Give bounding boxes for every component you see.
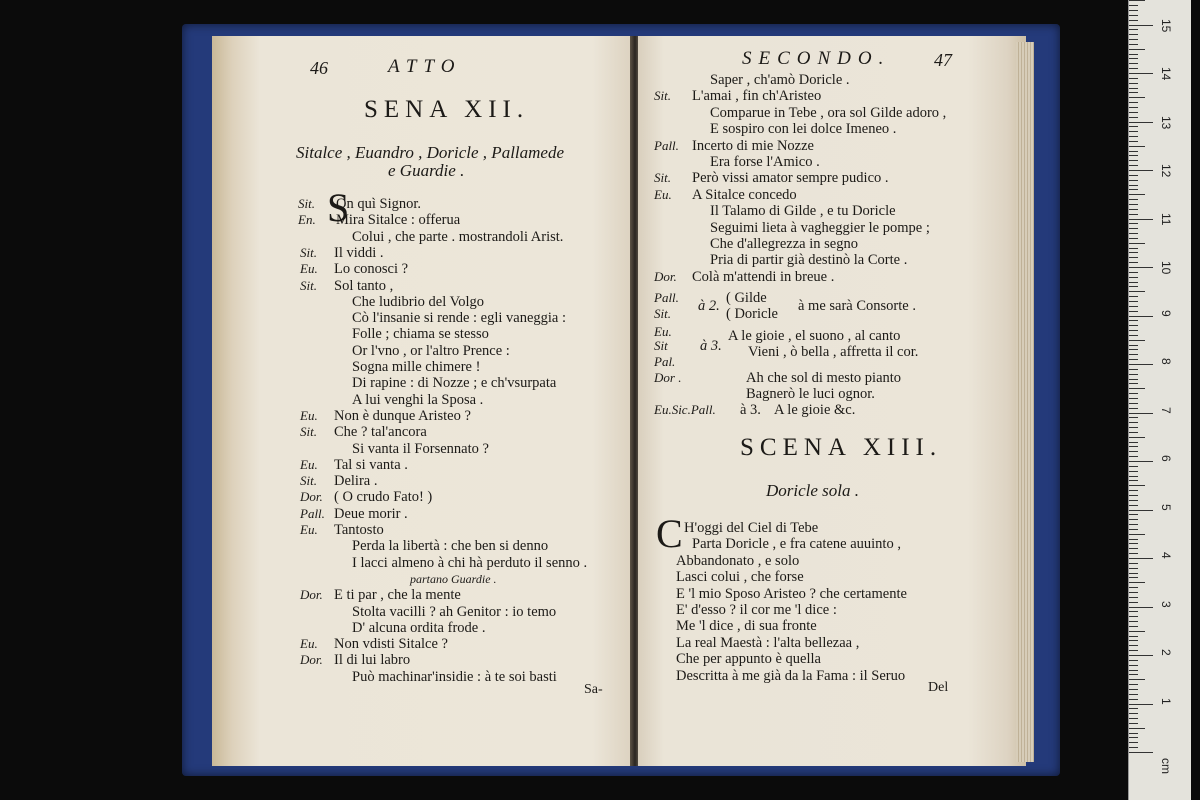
verse-text: Stolta vacilli ? ah Genitor : io temo xyxy=(352,603,557,620)
ruler-tick xyxy=(1129,320,1138,321)
verse-text: Che d'allegrezza in segno xyxy=(710,236,858,252)
speaker-label: Sit. xyxy=(300,244,317,260)
ruler-tick xyxy=(1129,126,1138,127)
ruler-tick xyxy=(1129,25,1153,26)
ruler-tick xyxy=(1129,490,1138,491)
ruler-tick xyxy=(1129,243,1145,244)
ruler-tick xyxy=(1129,737,1138,738)
speaker-label: Eu. xyxy=(654,186,672,202)
ruler-tick xyxy=(1129,286,1138,287)
ruler-tick xyxy=(1129,592,1138,593)
ruler-tick xyxy=(1129,573,1138,574)
ruler-tick xyxy=(1129,442,1138,443)
ruler-tick xyxy=(1129,0,1145,1)
ruler-tick xyxy=(1129,330,1138,331)
ruler-tick xyxy=(1129,29,1138,30)
verse-text: D' alcuna ordita frode . xyxy=(352,619,486,636)
speaker-label: Sit. xyxy=(298,196,315,211)
ruler-tick xyxy=(1129,611,1138,612)
ruler-tick xyxy=(1129,257,1138,258)
speaker-label: Sit. xyxy=(300,277,317,293)
ruler-tick xyxy=(1129,291,1145,292)
ruler-tick xyxy=(1129,88,1138,89)
verse-text: Folle ; chiama se stesso xyxy=(352,326,489,343)
trio-mark: à 3. xyxy=(700,338,722,354)
ruler-number: 15 xyxy=(1159,18,1173,32)
dropcap-right: C xyxy=(656,511,683,556)
ruler-number: 7 xyxy=(1159,406,1173,414)
ruler-tick xyxy=(1129,674,1138,675)
ruler-tick xyxy=(1129,335,1138,336)
monologue-line: La real Maestà : l'alta bellezaa , xyxy=(676,634,860,651)
ruler-tick xyxy=(1129,49,1145,50)
ruler-tick xyxy=(1129,553,1138,554)
ruler-tick xyxy=(1129,563,1138,564)
ruler-tick xyxy=(1129,621,1138,622)
ruler-tick xyxy=(1129,311,1138,312)
ruler-tick xyxy=(1129,699,1138,700)
ruler-tick xyxy=(1129,417,1138,418)
ruler-tick xyxy=(1129,543,1138,544)
monologue-line: E 'l mio Sposo Aristeo ? che certamente xyxy=(676,585,907,602)
ruler-tick xyxy=(1129,480,1138,481)
ruler-number: 6 xyxy=(1159,455,1173,462)
ruler-tick xyxy=(1129,160,1138,161)
ruler-tick xyxy=(1129,422,1138,423)
verse-text: Delira . xyxy=(334,473,378,490)
ruler-tick xyxy=(1129,63,1138,64)
ruler-number: 8 xyxy=(1159,358,1173,365)
ruler-tick xyxy=(1129,107,1138,108)
ruler-tick xyxy=(1129,39,1138,40)
ruler-tick xyxy=(1129,369,1138,370)
verse-text: Può machinar'insidie : à te soi basti xyxy=(352,668,557,685)
ruler-number: 9 xyxy=(1159,309,1173,317)
ruler-tick xyxy=(1129,704,1153,705)
ruler-tick xyxy=(1129,73,1153,74)
ruler-tick xyxy=(1129,146,1145,147)
ruler-tick xyxy=(1129,437,1145,438)
ruler-tick xyxy=(1129,199,1138,200)
ruler-tick xyxy=(1129,252,1138,253)
ruler-tick xyxy=(1129,577,1138,578)
dor-speaker: Dor . xyxy=(654,370,682,385)
ruler-tick xyxy=(1129,616,1138,617)
verse-text: E ti par , che la mente xyxy=(334,587,461,604)
ruler-tick xyxy=(1129,708,1138,709)
speaker-label: Dor. xyxy=(654,268,677,284)
verse-text: Lo conosci ? xyxy=(334,261,409,278)
ruler-number: 1 xyxy=(1159,697,1173,705)
ruler-tick xyxy=(1129,650,1138,651)
ruler-tick xyxy=(1129,44,1138,45)
ruler-tick xyxy=(1129,267,1153,268)
ruler-tick xyxy=(1129,548,1138,549)
ruler-tick xyxy=(1129,383,1138,384)
ruler-tick xyxy=(1129,151,1138,152)
ruler-tick xyxy=(1129,214,1138,215)
ruler-tick xyxy=(1129,587,1138,588)
ruler-tick xyxy=(1129,204,1138,205)
monologue-line: Abbandonato , e solo xyxy=(676,552,800,569)
ruler-number: 14 xyxy=(1159,67,1173,81)
speaker-label: Dor. xyxy=(300,587,323,603)
speaker-label: Sit. xyxy=(300,473,317,489)
ruler-tick xyxy=(1129,209,1138,210)
dropcap-left: S xyxy=(327,185,350,230)
ruler-tick xyxy=(1129,359,1138,360)
ruler-tick xyxy=(1129,393,1138,394)
verse-text: A lui venghi la Sposa . xyxy=(352,391,484,408)
verse-text: Non vdisti Sitalce ? xyxy=(334,636,448,653)
verse-text: On quì Signor. xyxy=(336,196,421,212)
ruler-tick xyxy=(1129,456,1138,457)
speaker-label: Pall. xyxy=(300,505,325,521)
ruler-tick xyxy=(1129,733,1138,734)
verse-text: Tantosto xyxy=(334,522,384,538)
ruler-number: 10 xyxy=(1159,261,1173,275)
ruler-tick xyxy=(1129,277,1138,278)
ruler-tick xyxy=(1129,296,1138,297)
ruler-tick xyxy=(1129,427,1138,428)
duet-speaker-1: Pall. xyxy=(654,290,679,305)
ruler-tick xyxy=(1129,728,1145,729)
ruler-tick xyxy=(1129,170,1153,171)
verse-text: Tal si vanta . xyxy=(334,456,408,473)
verse-text: E sospiro con lei dolce Imeneo . xyxy=(710,121,897,138)
characters-line-2: e Guardie . xyxy=(388,161,465,180)
ruler-tick xyxy=(1129,364,1153,365)
ruler-tick xyxy=(1129,597,1138,598)
ruler-tick xyxy=(1129,185,1138,186)
monologue-line: E' d'esso ? il cor me 'l dice : xyxy=(676,602,837,618)
scene-title-right: SCENA XIII. xyxy=(740,434,943,461)
monologue-line: Parta Doricle , e fra catene auuinto , xyxy=(692,536,901,553)
verse-text: Non è dunque Aristeo ? xyxy=(334,407,471,424)
ruler-tick xyxy=(1129,495,1138,496)
duet-name-2: ( Doricle xyxy=(726,306,778,322)
ruler-tick xyxy=(1129,194,1145,195)
verse-text: Colui , che parte . mostrandoli Arist. xyxy=(352,228,564,245)
ruler-tick xyxy=(1129,432,1138,433)
final-mark: à 3. xyxy=(740,402,761,418)
running-head-right: SECONDO. xyxy=(742,48,891,69)
ruler-tick xyxy=(1129,58,1138,59)
ruler-tick xyxy=(1129,141,1138,142)
final-speaker: Eu.Sic.Pall. xyxy=(654,402,716,417)
ruler-tick xyxy=(1129,408,1138,409)
ruler-tick xyxy=(1129,485,1145,486)
verse-text: Incerto di mie Nozze xyxy=(692,137,814,154)
ruler-number: 12 xyxy=(1159,164,1173,178)
ruler-number: 3 xyxy=(1159,600,1173,608)
verse-text: Cò l'insanie si rende : egli vaneggia : xyxy=(352,310,567,327)
dor-line-1: Ah che sol di mesto pianto xyxy=(746,370,902,386)
duet-speaker-2: Sit. xyxy=(654,306,671,321)
speaker-label: Pall. xyxy=(654,137,679,153)
ruler-tick xyxy=(1129,476,1138,477)
ruler-tick xyxy=(1129,136,1138,137)
ruler-tick xyxy=(1129,78,1138,79)
ruler-tick xyxy=(1129,471,1138,472)
ruler-tick xyxy=(1129,228,1138,229)
verse-text: Mira Sitalce : offerua xyxy=(336,212,461,229)
trio-speaker-3: Pal. xyxy=(654,354,676,369)
speaker-label: Eu. xyxy=(300,407,318,423)
verse-text: Si vanta il Forsennato ? xyxy=(352,440,489,457)
ruler-tick xyxy=(1129,272,1138,273)
monologue-line: Lasci colui , che forse xyxy=(676,569,804,586)
ruler-tick xyxy=(1129,640,1138,641)
measuring-ruler xyxy=(1128,0,1191,800)
ruler-tick xyxy=(1129,558,1153,559)
ruler-tick xyxy=(1129,117,1138,118)
verse-text: Or l'vno , or l'altro Prence : xyxy=(352,342,510,359)
right-page xyxy=(638,36,1026,766)
ruler-tick xyxy=(1129,582,1145,583)
verse-text: Seguimi lieta à vagheggier le pompe ; xyxy=(710,219,930,236)
ruler-tick xyxy=(1129,155,1138,156)
monologue-line: Me 'l dice , di sua fronte xyxy=(676,618,817,635)
ruler-tick xyxy=(1129,189,1138,190)
ruler-unit: cm xyxy=(1159,758,1173,774)
ruler-tick xyxy=(1129,398,1138,399)
ruler-tick xyxy=(1129,388,1145,389)
ruler-tick xyxy=(1129,524,1138,525)
verse-text: Sogna mille chimere ! xyxy=(352,359,481,375)
ruler-tick xyxy=(1129,752,1153,753)
ruler-tick xyxy=(1129,631,1145,632)
ruler-tick xyxy=(1129,68,1138,69)
duet-mark: à 2. xyxy=(698,298,720,314)
verse-text: partano Guardie . xyxy=(410,571,497,586)
verse-text: Saper , ch'amò Doricle . xyxy=(710,72,850,88)
ruler-tick xyxy=(1129,446,1138,447)
ruler-tick xyxy=(1129,349,1138,350)
ruler-tick xyxy=(1129,626,1138,627)
ruler-tick xyxy=(1129,316,1153,317)
ruler-tick xyxy=(1129,102,1138,103)
ruler-tick xyxy=(1129,306,1138,307)
ruler-number: 5 xyxy=(1159,503,1173,511)
ruler-tick xyxy=(1129,713,1138,714)
ruler-tick xyxy=(1129,636,1138,637)
ruler-tick xyxy=(1129,539,1138,540)
ruler-tick xyxy=(1129,534,1145,535)
ruler-tick xyxy=(1129,180,1138,181)
ruler-tick xyxy=(1129,5,1138,6)
speaker-label: Sit. xyxy=(300,424,317,440)
ruler-tick xyxy=(1129,519,1138,520)
ruler-number: 4 xyxy=(1159,552,1173,559)
ruler-tick xyxy=(1129,122,1153,123)
ruler-tick xyxy=(1129,233,1138,234)
verse-text: Comparue in Tebe , ora sol Gilde adoro , xyxy=(710,104,947,121)
verse-text: Colà m'attendi in breue . xyxy=(692,268,835,285)
trio-speaker-1: Eu. xyxy=(654,324,672,339)
speaker-label: Sit. xyxy=(654,170,671,186)
ruler-tick xyxy=(1129,34,1138,35)
ruler-tick xyxy=(1129,529,1138,530)
verse-text: Che ludibrio del Volgo xyxy=(352,293,484,310)
catchword-right: Del xyxy=(928,680,949,695)
monologue-line: Descritta à me già da la Fama : il Seruo xyxy=(676,667,906,684)
ruler-tick xyxy=(1129,510,1153,511)
ruler-tick xyxy=(1129,514,1138,515)
speaker-label: Sit. xyxy=(654,88,671,104)
verse-text: Deue morir . xyxy=(334,505,408,522)
ruler-tick xyxy=(1129,403,1138,404)
ruler-tick xyxy=(1129,679,1145,680)
ruler-tick xyxy=(1129,15,1138,16)
verse-text: Sol tanto , xyxy=(334,277,394,294)
page-edges xyxy=(1016,42,1034,762)
left-page xyxy=(212,36,632,766)
ruler-tick xyxy=(1129,742,1138,743)
speaker-label: Dor. xyxy=(300,652,323,668)
page-number-right: 47 xyxy=(934,50,952,70)
catchword-left: Sa- xyxy=(584,682,603,697)
ruler-tick xyxy=(1129,238,1138,239)
ruler-tick xyxy=(1129,660,1138,661)
ruler-tick xyxy=(1129,248,1138,249)
scene-subtitle-right: Doricle sola . xyxy=(766,481,860,500)
ruler-tick xyxy=(1129,219,1153,220)
speaker-label: En. xyxy=(298,212,316,228)
verse-text: Perda la libertà : che ben si denno xyxy=(352,538,549,555)
verse-text: A Sitalce concedo xyxy=(692,186,797,203)
ruler-tick xyxy=(1129,413,1153,414)
ruler-tick xyxy=(1129,325,1138,326)
ruler-tick xyxy=(1129,694,1138,695)
trio-line-2: Vieni , ò bella , affretta il cor. xyxy=(748,344,919,360)
verse-text: I lacci almeno à chi hà perduto il senno . xyxy=(352,554,588,571)
ruler-tick xyxy=(1129,20,1138,21)
verse-text: Pria di partir già destinò la Corte . xyxy=(710,252,908,269)
verse-text: Era forse l'Amico . xyxy=(710,154,820,170)
ruler-tick xyxy=(1129,340,1145,341)
ruler-tick xyxy=(1129,131,1138,132)
ruler-tick xyxy=(1129,689,1138,690)
ruler-tick xyxy=(1129,602,1138,603)
running-head-left: ATTO xyxy=(388,56,462,77)
ruler-tick xyxy=(1129,747,1138,748)
ruler-tick xyxy=(1129,345,1138,346)
ruler-tick xyxy=(1129,112,1138,113)
ruler-tick xyxy=(1129,165,1138,166)
ruler-tick xyxy=(1129,10,1138,11)
dor-line-2: Bagnerò le luci ognor. xyxy=(746,386,875,402)
ruler-tick xyxy=(1129,466,1138,467)
verse-text: Il viddi . xyxy=(334,244,384,261)
speaker-label: Eu. xyxy=(300,456,318,472)
ruler-tick xyxy=(1129,282,1138,283)
ruler-tick xyxy=(1129,301,1138,302)
ruler-tick xyxy=(1129,655,1153,656)
speaker-label: Eu. xyxy=(300,636,318,652)
final-text: A le gioie &c. xyxy=(774,402,856,418)
ruler-tick xyxy=(1129,665,1138,666)
monologue-line: Che per appunto è quella xyxy=(676,651,821,668)
ruler-tick xyxy=(1129,97,1145,98)
verse-text: Però vissi amator sempre pudico . xyxy=(692,170,889,187)
ruler-tick xyxy=(1129,645,1138,646)
ruler-tick xyxy=(1129,607,1153,608)
speaker-label: Eu. xyxy=(300,522,318,537)
page-number-left: 46 xyxy=(310,58,328,78)
ruler-number: 11 xyxy=(1159,212,1173,225)
verse-text: Di rapine : di Nozze ; e ch'vsurpata xyxy=(352,375,557,392)
verse-text: ( O crudo Fato! ) xyxy=(334,489,433,506)
duet-text: à me sarà Consorte . xyxy=(798,298,916,314)
ruler-tick xyxy=(1129,505,1138,506)
duet-name-1: ( Gilde xyxy=(726,290,767,306)
trio-speaker-2: Sit xyxy=(654,338,668,353)
ruler-tick xyxy=(1129,500,1138,501)
ruler-tick xyxy=(1129,723,1138,724)
ruler-tick xyxy=(1129,568,1138,569)
ruler-tick xyxy=(1129,354,1138,355)
ruler-tick xyxy=(1129,262,1138,263)
ruler-tick xyxy=(1129,670,1138,671)
verse-text: Che ? tal'ancora xyxy=(334,424,427,441)
ruler-tick xyxy=(1129,175,1138,176)
ruler-number: 2 xyxy=(1159,649,1173,656)
ruler-tick xyxy=(1129,379,1138,380)
verse-text: Il di lui labro xyxy=(334,652,411,669)
ruler-tick xyxy=(1129,718,1138,719)
speaker-label: Eu. xyxy=(300,261,318,277)
ruler-tick xyxy=(1129,223,1138,224)
characters-line-1: Sitalce , Euandro , Doricle , Pallamede xyxy=(296,143,565,162)
verse-text: Il Talamo di Gilde , e tu Doricle xyxy=(710,203,896,220)
ruler-tick xyxy=(1129,461,1153,462)
trio-line-1: A le gioie , el suono , al canto xyxy=(728,328,901,344)
ruler-tick xyxy=(1129,451,1138,452)
verse-text: L'amai , fin ch'Aristeo xyxy=(692,88,822,105)
ruler-tick xyxy=(1129,374,1138,375)
ruler-tick xyxy=(1129,54,1138,55)
ruler-number: 13 xyxy=(1159,115,1173,129)
ruler-tick xyxy=(1129,684,1138,685)
ruler-tick xyxy=(1129,92,1138,93)
speaker-label: Dor. xyxy=(300,489,323,505)
ruler-tick xyxy=(1129,83,1138,84)
monologue-line: H'oggi del Ciel di Tebe xyxy=(684,520,819,536)
scene-title-left: SENA XII. xyxy=(364,96,530,123)
